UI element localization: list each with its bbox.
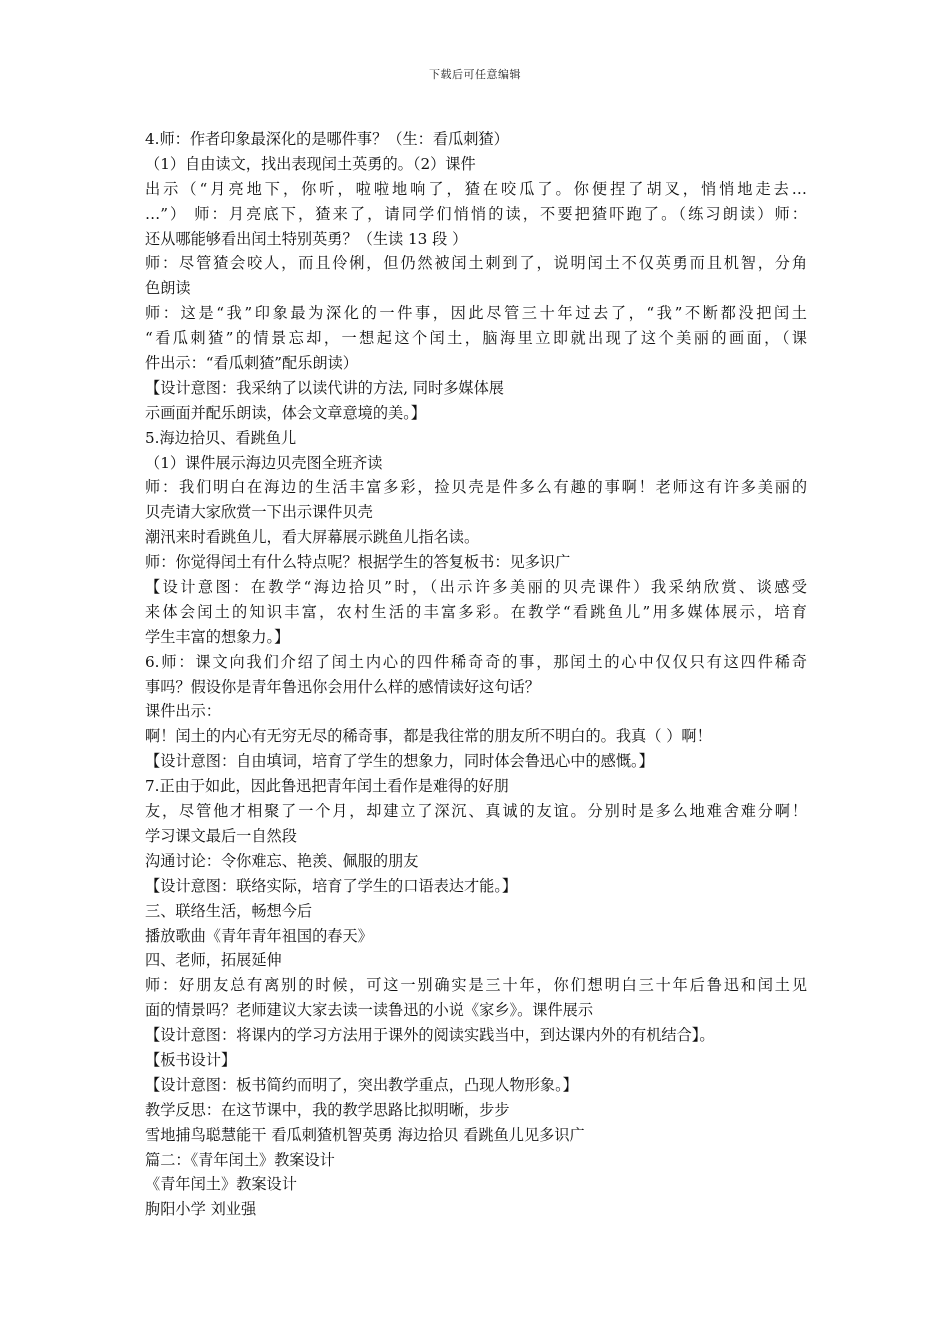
text-line: 出示（“月亮地下，你听，啦啦地响了，猹在咬瓜了。你便捏了胡叉，悄悄地走去…	[145, 179, 807, 198]
document-body	[145, 127, 807, 1222]
text-line: 面的情景吗？老师建议大家去读一读鲁迅的小说《家乡》。课件展示	[145, 1001, 594, 1020]
text-line: 雪地捕鸟聪慧能干 看瓜刺猹机智英勇 海边拾贝 看跳鱼儿见多识广	[145, 1125, 585, 1144]
text-line: 沟通讨论：令你难忘、艳羡、佩服的朋友	[145, 851, 419, 870]
text-line: 件出示：“看瓜刺猹”配乐朗读）	[145, 354, 358, 373]
text-line: 朐阳小学 刘业强	[145, 1200, 257, 1219]
text-line: 7.正由于如此，因此鲁迅把青年闰土看作是难得的好朋	[145, 777, 509, 796]
text-line: 课件出示：	[145, 702, 221, 721]
text-line: 5.海边拾贝、看跳鱼儿	[145, 428, 297, 447]
text-line: 潮汛来时看跳鱼儿，看大屏幕展示跳鱼儿指名读。	[145, 528, 480, 547]
text-line: 贝壳请大家欣赏一下出示课件贝壳	[145, 503, 373, 522]
text-line: 【设计意图：在教学“海边拾贝”时，（出示许多美丽的贝壳课件）我采纳欣赏、谈感受	[145, 578, 807, 597]
text-line: 师：我们明白在海边的生活丰富多彩，捡贝壳是件多么有趣的事啊！老师这有许多美丽的	[145, 478, 807, 497]
text-line: 还从哪能够看出闰土特别英勇？（生读 13 段 ）	[145, 229, 468, 248]
text-line: 色朗读	[145, 279, 191, 298]
text-line: 师：这是“我”印象最为深化的一件事，因此尽管三十年过去了，“我”不断都没把闰土	[145, 304, 807, 323]
text-line: 【设计意图：我采纳了以读代讲的方法, 同时多媒体展	[145, 378, 504, 397]
text-line: 来体会闰土的知识丰富，农村生活的丰富多彩。在教学“看跳鱼儿”用多媒体展示，培育	[145, 602, 807, 621]
page-header: 下载后可任意编辑	[429, 68, 521, 81]
text-line: 教学反思：在这节课中，我的教学思路比拟明晰，步步	[145, 1100, 510, 1119]
text-line: 友，尽管他才相聚了一个月，却建立了深沉、真诚的友谊。分别时是多么地难舍难分啊！	[145, 802, 807, 821]
text-line: 事吗？假设你是青年鲁迅你会用什么样的感情读好这句话？	[145, 677, 540, 696]
text-line: 示画面并配乐朗读，体会文章意境的美。】	[145, 403, 426, 422]
text-line: 【设计意图：板书简约而明了，突出教学重点，凸现人物形象。】	[145, 1075, 578, 1094]
text-line: 【设计意图：将课内的学习方法用于课外的阅读实践当中，到达课内外的有机结合】。	[145, 1026, 715, 1045]
text-line: （1）自由读文，找出表现闰土英勇的。（2）课件	[145, 154, 476, 173]
text-line: 篇二：《青年闰土》教案设计	[145, 1150, 335, 1169]
text-line: 师：好朋友总有离别的时候，可这一别确实是三十年，你们想明白三十年后鲁迅和闰土见	[145, 976, 807, 995]
text-line: 四、老师，拓展延伸	[145, 951, 282, 970]
text-line: 师：尽管猹会咬人，而且伶俐，但仍然被闰土刺到了，说明闰土不仅英勇而且机智，分角	[145, 254, 807, 273]
text-line: 《青年闰土》教案设计	[145, 1175, 297, 1194]
text-line: 【设计意图：自由填词，培育了学生的想象力，同时体会鲁迅心中的感慨。】	[145, 752, 654, 771]
text-line: 学生丰富的想象力。】	[145, 627, 290, 646]
text-line: 【设计意图：联络实际，培育了学生的口语表达才能。】	[145, 876, 518, 895]
text-line: …”） 师：月亮底下，猹来了，请同学们悄悄的读，不要把猹吓跑了。（练习朗读）师：	[145, 204, 807, 223]
text-line: 三、联络生活，畅想今后	[145, 901, 313, 920]
text-line: 6.师：课文向我们介绍了闰土内心的四件稀奇奇的事，那闰土的心中仅仅只有这四件稀奇	[145, 652, 807, 671]
text-line: “看瓜刺猹”的情景忘却，一想起这个闰土，脑海里立即就出现了这个美丽的画面，（课	[145, 329, 807, 348]
text-line: 播放歌曲《青年青年祖国的春天》	[145, 926, 373, 945]
text-line: 【板书设计】	[145, 1050, 237, 1069]
text-line: 学习课文最后一自然段	[145, 826, 297, 845]
text-line: 师：你觉得闰土有什么特点呢？根据学生的答复板书：见多识广	[145, 553, 571, 572]
text-line: （1）课件展示海边贝壳图全班齐读	[145, 453, 383, 472]
text-line: 啊！闰土的内心有无穷无尽的稀奇事，都是我往常的朋友所不明白的。我真（ ）啊！	[145, 727, 712, 746]
text-line: 4.师：作者印象最深化的是哪件事？（生：看瓜刺猹）	[145, 130, 509, 148]
